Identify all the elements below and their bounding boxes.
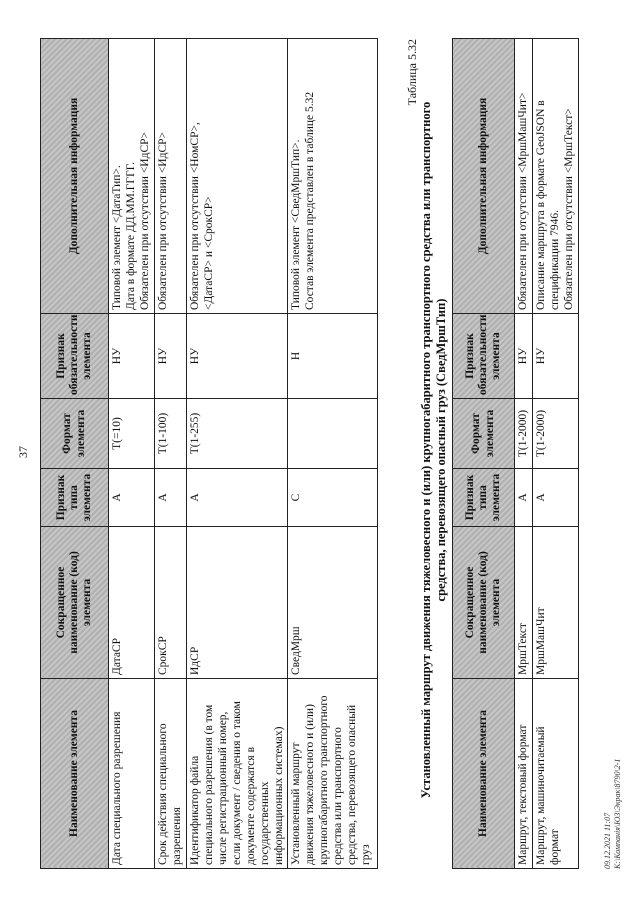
header-cell: Сокращенное наименование (код) элемента: [41, 527, 109, 679]
element-type-cell: А: [155, 469, 187, 527]
text-line: Типовой элемент <ДатаТип>.: [111, 165, 123, 310]
element-format-cell: Т(=10): [109, 399, 155, 469]
element-code-cell: МршМашЧит: [533, 527, 579, 679]
table-row: [187, 39, 288, 869]
text-line: Маршрут, машиночитаемый: [535, 726, 547, 865]
text-line: <ДатаСР> и <СрокСР>: [203, 196, 216, 310]
element-code-cell: СрокСР: [155, 527, 187, 679]
header-cell: Наименование элемента: [453, 679, 515, 869]
element-info-cell: [187, 39, 288, 314]
element-info-cell: [533, 39, 579, 314]
element-format-cell: Т(1-255): [187, 399, 288, 469]
element-required-cell: НУ: [515, 314, 533, 399]
element-type-cell: А: [533, 469, 579, 527]
element-info-cell: [109, 39, 155, 314]
element-type-cell: А: [109, 469, 155, 527]
text-line: Типовой элемент <СведМршТип>.: [290, 139, 303, 310]
text-line: Обязателен при отсутствии <МршТекст>: [563, 108, 576, 310]
header-cell: Признак обязательности элемента: [41, 314, 109, 399]
table-row: [155, 39, 187, 869]
text-line: государственных: [259, 781, 272, 865]
text-line: крупногабаритного транспортного: [318, 695, 331, 865]
text-line: документе содержатся в: [245, 746, 258, 865]
header-cell: Формат элемента: [453, 399, 515, 469]
header-cell: Признак типа элемента: [41, 469, 109, 527]
text-line: Обязателен при отсутствии <ИдСР>: [139, 131, 152, 310]
text-line: разрешения: [171, 807, 184, 865]
text-line: специального разрешения (в том: [203, 704, 216, 865]
text-line: если документ / сведения о таком: [231, 701, 244, 865]
text-line: Обязателен при отсутствии <ИдСР>: [157, 131, 169, 310]
text-line: груз: [360, 844, 373, 865]
element-type-cell: С: [288, 469, 378, 527]
text-line: Идентификатор файла: [189, 755, 201, 865]
element-table-continued: [40, 38, 378, 869]
element-required-cell: НУ: [187, 314, 288, 399]
element-name-cell: [187, 679, 288, 869]
header-cell: Сокращенное наименование (код) элемента: [453, 527, 515, 679]
text-line: числе регистрационный номер,: [217, 711, 230, 865]
text-line: Дата специального разрешения: [111, 711, 123, 865]
text-line: Обязателен при отсутствии <МршМашЧит>: [517, 92, 529, 310]
element-format-cell: Т(1-100): [155, 399, 187, 469]
element-name-cell: [109, 679, 155, 869]
text-line: Описание маршрута в формате GeoJSON в: [535, 100, 547, 310]
table-row: [288, 39, 378, 869]
title-line: средства, перевозящего опасный груз (СведМршТип): [434, 298, 448, 602]
text-line: информационных системах): [273, 726, 286, 865]
text-line: Маршрут, текстовый формат: [517, 724, 529, 865]
header-cell: Признак типа элемента: [453, 469, 515, 527]
element-format-cell: [288, 399, 378, 469]
element-code-cell: МршТекст: [515, 527, 533, 679]
text-line: Установленный маршрут: [290, 742, 303, 865]
text-line: средства, перевозящего опасный: [346, 704, 359, 865]
text-line: формат: [549, 829, 562, 865]
title-line: Установленный маршрут движения тяжеловесного и (или) крупногабаритного транспортного средства или транспортного: [419, 101, 433, 799]
element-required-cell: НУ: [533, 314, 579, 399]
footer-date: 09.12.2021 11:07: [603, 812, 612, 869]
element-code-cell: ИдСР: [187, 527, 288, 679]
table-row: [109, 39, 155, 869]
element-code-cell: ДатаСР: [109, 527, 155, 679]
element-format-cell: Т(1-2000): [533, 399, 579, 469]
page-number: 37: [16, 446, 30, 458]
header-cell: Дополнительная информация: [453, 39, 515, 314]
element-format-cell: Т(1-2000): [515, 399, 533, 469]
header-cell: Признак обязательности элемента: [453, 314, 515, 399]
footer-stamp: [603, 759, 623, 869]
table-row: [515, 39, 533, 869]
text-line: движения тяжеловесного и (или): [304, 704, 317, 865]
footer-path: К:\Компанія\ЮЗ\Экрак\8790\2-1: [613, 758, 622, 869]
element-name-cell: [155, 679, 187, 869]
route-table: [452, 38, 579, 869]
element-code-cell: СведМрш: [288, 527, 378, 679]
table-header-row: [41, 39, 109, 869]
header-cell: Наименование элемента: [41, 679, 109, 869]
element-name-cell: [288, 679, 378, 869]
text-line: спецификации 7946.: [549, 209, 562, 310]
text-line: средства или транспортного: [332, 727, 345, 865]
table-number: Таблица 5.32: [405, 39, 419, 106]
element-type-cell: А: [187, 469, 288, 527]
header-cell: Дополнительная информация: [41, 39, 109, 314]
element-info-cell: [288, 39, 378, 314]
table-title: [419, 55, 449, 845]
element-required-cell: Н: [288, 314, 378, 399]
element-required-cell: НУ: [155, 314, 187, 399]
element-name-cell: [515, 679, 533, 869]
table-row: [533, 39, 579, 869]
table-header-row: [453, 39, 515, 869]
element-info-cell: [155, 39, 187, 314]
text-line: Срок действия специального: [157, 723, 169, 865]
element-info-cell: [515, 39, 533, 314]
element-type-cell: А: [515, 469, 533, 527]
text-line: Состав элемента представлен в таблице 5.32: [304, 91, 317, 310]
text-line: Обязателен при отсутствии <НомСР>,: [189, 122, 201, 310]
element-required-cell: НУ: [109, 314, 155, 399]
header-cell: Формат элемента: [41, 399, 109, 469]
element-name-cell: [533, 679, 579, 869]
text-line: Дата в формате ДД.ММ.ГГГГ.: [125, 162, 138, 310]
